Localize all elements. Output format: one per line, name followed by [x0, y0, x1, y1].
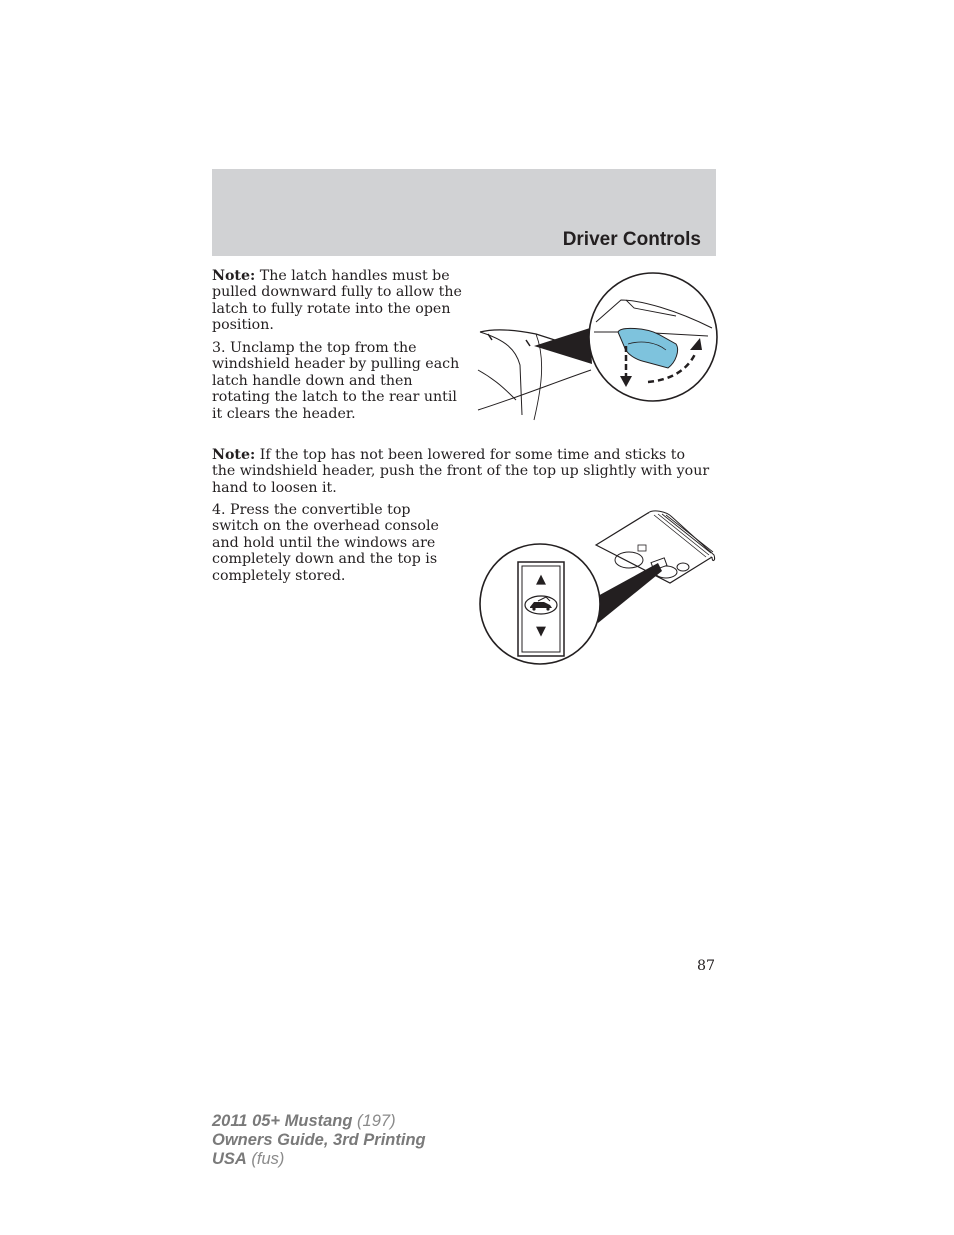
section-title: Driver Controls [562, 229, 701, 250]
console-switch-illustration [478, 505, 718, 668]
page-number: 87 [696, 958, 715, 974]
note-label: Note: [212, 447, 256, 463]
step-4-text: 4. Press the convertible top switch on the overhead console and hold until the windows are completely down and the top is completely stored. [212, 502, 439, 584]
switch-down-icon: ▼ [536, 624, 546, 639]
step-3-text: 3. Unclamp the top from the windshield header by pulling each latch handle down and then rotating the latch to the rear until it clears the header. [212, 340, 460, 422]
latch-illustration [476, 270, 718, 430]
document-footer [212, 1112, 426, 1169]
note-text: The latch handles must be pulled downward fully to allow the latch to fully rotate into the open position. [212, 268, 462, 334]
section-header-bar [212, 169, 716, 256]
footer-line-region: USA (fus) [212, 1150, 285, 1168]
switch-up-icon: ▲ [536, 572, 546, 587]
footer-line-model: 2011 05+ Mustang (197) [212, 1112, 396, 1130]
note-text: If the top has not been lowered for some time and sticks to the windshield header, push the front of the top up slightly with your hand to loosen it. [212, 447, 710, 496]
footer-line-guide: Owners Guide, 3rd Printing [212, 1131, 426, 1149]
note-latch-handles [212, 268, 462, 334]
note-top-sticks [212, 447, 712, 496]
note-label: Note: [212, 268, 256, 284]
